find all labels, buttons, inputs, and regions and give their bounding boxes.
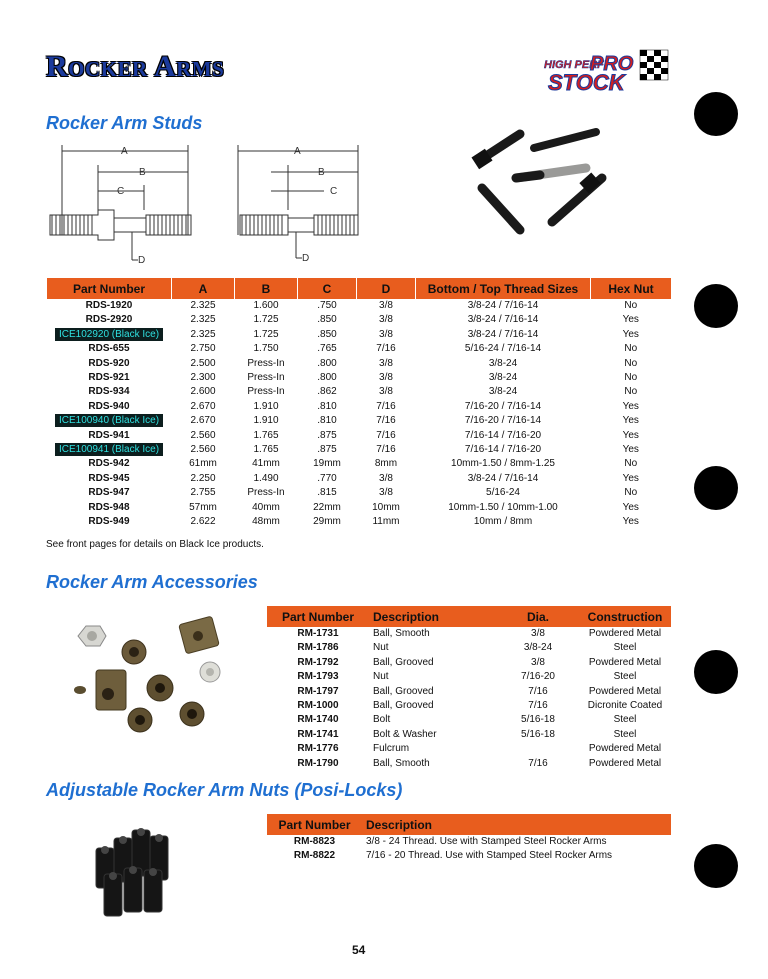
table-cell: .800 [317,357,337,369]
table-cell: 3/8 [379,357,393,369]
table-cell: 3/8 [379,372,393,384]
table-row [47,299,672,313]
stud-dimension-diagram [236,140,361,270]
col-header: Construction [579,606,671,627]
table-cell: 41mm [252,458,280,470]
table-row [47,357,672,371]
table-row [267,757,671,771]
table-cell: 7/16 [528,700,548,712]
table-cell: Nut [373,642,389,654]
part-number-cell: RM-1741 [297,728,339,740]
table-cell: 10mm-1.50 / 8mm-1.25 [451,458,555,470]
table-row [47,400,672,414]
table-cell: Steel [613,671,637,683]
col-header: Description [369,606,497,627]
dim-label-a: A [121,146,128,157]
table-cell: 2.560 [190,444,216,456]
table-cell: 3/8 [379,314,393,326]
table-row [267,713,671,727]
table-row [47,515,672,529]
table-cell: 2.670 [190,400,216,412]
table-cell: 3/8 [379,386,393,398]
posi-lock-nuts-photo [86,818,182,922]
svg-text:PRO: PRO [590,53,634,75]
table-row [47,371,672,385]
table-cell: Steel [613,642,637,654]
table-row [267,656,671,670]
table-row [267,835,671,849]
table-cell: 7/16 [376,415,396,427]
col-header: Dia. [497,606,579,627]
brand-logo [540,46,670,96]
table-row [47,313,672,327]
table-cell: Nut [373,671,389,683]
table-cell: Steel [613,728,637,740]
table-cell: 22mm [313,501,341,513]
table-cell: 2.755 [190,487,216,499]
binder-hole [694,650,738,694]
part-number-cell: RDS-942 [88,458,130,470]
table-cell: 3/8-24 / 7/16-14 [467,328,539,340]
table-cell: Press-In [247,386,285,398]
table-cell: 57mm [189,501,217,513]
table-cell: .750 [317,300,337,311]
table-cell: 3/8-24 [488,357,518,369]
table-cell: Yes [622,516,639,528]
part-number-cell [47,414,172,428]
rocker-accessories-table [267,606,671,771]
col-header: Bottom / Top Thread Sizes [416,278,591,299]
table-cell: Bolt & Washer [373,728,437,740]
table-cell: 1.765 [253,444,279,456]
table-cell: 2.600 [190,386,216,398]
table-cell: No [624,357,638,369]
table-cell: 48mm [252,516,280,528]
rocker-accessories-photo [72,612,242,737]
table-cell: No [624,487,638,499]
dim-label-d: D [302,253,310,264]
dim-label-c: C [117,186,125,197]
table-cell: .850 [317,328,337,340]
col-header: D [357,278,416,299]
table-cell: .810 [317,400,337,412]
part-number-cell: RM-1776 [297,743,339,755]
table-cell: 1.910 [253,415,279,427]
black-ice-part-badge: ICE100940 (Black Ice) [55,414,163,427]
table-row [267,699,671,713]
table-cell: Dicronite Coated [587,700,663,712]
part-number-cell [47,443,172,457]
table-cell: 2.670 [190,415,216,427]
page-title: Rocker Arms [46,50,225,83]
table-row [47,328,672,342]
table-cell: No [624,343,638,355]
part-number-cell: RM-8822 [293,850,336,862]
table-cell: Yes [622,429,639,441]
table-row [267,728,671,742]
table-cell: 3/8-24 / 7/16-14 [467,472,539,484]
table-row [47,414,672,428]
part-number-cell: RM-1797 [297,685,339,697]
col-header: Description [362,814,671,835]
stud-dimension-diagram [46,140,196,270]
table-cell [497,742,579,756]
table-cell: Ball, Grooved [373,700,434,712]
table-cell: .770 [317,472,337,484]
table-cell: 7/16 [376,343,396,355]
part-number-cell: RM-1786 [297,642,339,654]
table-cell: 2.325 [190,314,216,326]
table-cell: Steel [613,714,637,726]
col-header: A [172,278,235,299]
section-heading-accessories: Rocker Arm Accessories [46,572,258,592]
table-cell: 3/8-24 / 7/16-14 [467,314,539,326]
table-cell: 1.765 [253,429,279,441]
table-cell: .765 [317,343,337,355]
table-cell: 40mm [252,501,280,513]
table-cell: 7/16 [528,685,548,697]
table-cell: Yes [622,328,639,340]
section-heading-studs: Rocker Arm Studs [46,113,203,133]
page-number: 54 [352,943,366,957]
part-number-cell [47,328,172,342]
table-cell: 7/16 [376,444,396,456]
dim-label-b: B [139,167,146,178]
black-ice-note: See front pages for details on Black Ice products. [46,539,264,550]
rocker-stud-photo [468,126,613,241]
col-header: Hex Nut [591,278,672,299]
table-cell: 10mm / 8mm [473,516,533,528]
table-cell: 3/8 - 24 Thread. Use with Stamped Steel Rocker Arms [366,836,607,847]
section-heading-posilocks: Adjustable Rocker Arm Nuts (Posi-Locks) [46,780,403,800]
table-cell: 7/16 [376,429,396,441]
svg-text:STOCK: STOCK [548,70,625,95]
table-cell: 1.600 [253,300,279,311]
part-number-cell: RDS-945 [88,472,130,484]
part-number-cell: RM-1000 [297,700,339,712]
table-cell: 3/8-24 [488,372,518,384]
table-row [267,670,671,684]
table-cell: Powdered Metal [588,757,662,769]
table-cell: .800 [317,372,337,384]
part-number-cell: RDS-1920 [85,300,133,311]
black-ice-part-badge: ICE100941 (Black Ice) [55,443,163,456]
binder-hole [694,92,738,136]
part-number-cell: RDS-941 [88,429,130,441]
part-number-cell: RM-1740 [297,714,339,726]
table-cell: 11mm [372,516,400,528]
table-cell: Powdered Metal [588,656,662,668]
part-number-cell: RDS-947 [88,487,130,499]
table-cell: 10mm [372,501,400,513]
table-row [267,641,671,655]
table-row [47,486,672,500]
svg-text:HIGH PERF: HIGH PERF [544,59,604,71]
table-cell: 29mm [313,516,341,528]
table-cell: 1.725 [253,314,279,326]
table-cell: 7/16 - 20 Thread. Use with Stamped Steel Rocker Arms [366,850,613,862]
table-cell: 8mm [374,458,398,470]
table-cell: 3/8 [379,328,393,340]
table-cell: 7/16-20 [521,671,555,683]
table-cell: No [624,386,638,398]
table-cell: .875 [317,444,337,456]
part-number-cell: RDS-920 [88,357,130,369]
col-header: Part Number [267,606,369,627]
table-cell: 2.622 [190,516,216,528]
table-cell: 7/16 [376,400,396,412]
table-cell: No [624,300,638,311]
part-number-cell: RDS-940 [88,400,130,412]
table-cell: 7/16-14 / 7/16-20 [464,444,542,456]
table-cell: 3/8-24 [523,642,553,654]
table-row [47,457,672,471]
table-cell: 19mm [313,458,341,470]
table-cell: 3/8 [531,628,545,639]
table-cell: 61mm [189,458,217,470]
table-cell: .815 [317,487,337,499]
part-number-cell: RM-1790 [297,757,339,769]
table-cell: Yes [622,400,639,412]
table-cell: Powdered Metal [588,743,662,755]
table-cell: Ball, Grooved [373,656,434,668]
binder-hole [694,844,738,888]
part-number-cell: RDS-934 [88,386,130,398]
table-cell: Yes [622,415,639,427]
table-cell: 2.750 [190,343,216,355]
col-header: Part Number [267,814,362,835]
col-header: C [298,278,357,299]
table-cell: 2.500 [190,357,216,369]
table-cell: 2.300 [190,372,216,384]
part-number-cell: RM-1792 [297,656,339,668]
table-cell: 1.725 [253,328,279,340]
part-number-cell: RDS-921 [88,372,130,384]
table-cell: 7/16-20 / 7/16-14 [464,400,542,412]
dim-label-b: B [318,167,325,178]
table-row [267,742,671,756]
table-cell: 2.560 [190,429,216,441]
table-row [47,501,672,515]
part-number-cell: RDS-949 [88,516,130,528]
table-cell: 5/16-24 / 7/16-14 [464,343,542,355]
table-cell: Yes [622,501,639,513]
table-cell: No [624,372,638,384]
table-cell: Press-In [247,357,285,369]
table-cell: .810 [317,415,337,427]
table-row [267,849,671,863]
table-cell: 2.325 [190,328,216,340]
table-cell: 5/16-18 [521,728,555,740]
table-cell: Powdered Metal [588,685,662,697]
table-cell: Fulcrum [373,743,410,755]
table-cell: 7/16-20 / 7/16-14 [464,415,542,427]
table-row [47,443,672,457]
table-cell: 3/8-24 / 7/16-14 [467,300,539,311]
table-cell: 3/8 [379,472,393,484]
table-cell: 3/8-24 [488,386,518,398]
table-cell: 5/16-18 [521,714,555,726]
table-cell: Powdered Metal [588,628,662,639]
part-number-cell: RM-8823 [293,836,336,847]
part-number-cell: RM-1793 [297,671,339,683]
table-cell: 1.910 [253,400,279,412]
binder-hole [694,466,738,510]
dim-label-a: A [294,146,301,157]
posi-lock-table [267,814,671,864]
table-cell: 7/16-14 / 7/16-20 [464,429,542,441]
table-cell: 1.750 [253,343,279,355]
table-cell: Ball, Grooved [373,685,434,697]
table-cell: Ball, Smooth [373,757,430,769]
black-ice-part-badge: ICE102920 (Black Ice) [55,328,163,341]
table-cell: 2.325 [190,300,216,311]
part-number-cell: RM-1731 [297,628,339,639]
table-row [47,472,672,486]
table-row [267,685,671,699]
table-cell: 1.490 [253,472,279,484]
table-cell: Yes [622,472,639,484]
table-cell: 5/16-24 [486,487,520,499]
part-number-cell: RDS-655 [88,343,130,355]
part-number-cell: RDS-2920 [85,314,133,326]
rocker-stud-table [46,278,671,530]
dim-label-c: C [330,186,338,197]
table-cell: 10mm-1.50 / 10mm-1.00 [448,501,558,513]
table-cell: Ball, Smooth [373,628,430,639]
table-cell: 3/8 [379,487,393,499]
col-header: B [235,278,298,299]
table-cell: Yes [622,444,639,456]
table-cell: .850 [317,314,337,326]
table-cell: .875 [317,429,337,441]
dim-label-d: D [138,255,146,266]
table-row [267,627,671,641]
table-cell: 2.250 [190,472,216,484]
table-cell: 7/16 [528,757,548,769]
table-row [47,342,672,356]
table-cell: Press-In [247,372,285,384]
table-row [47,429,672,443]
col-header: Part Number [47,278,172,299]
table-cell: No [624,458,638,470]
table-cell: Press-In [247,487,285,499]
table-row [47,385,672,399]
part-number-cell: RDS-948 [88,501,130,513]
table-cell: Bolt [373,714,391,726]
table-cell: 3/8 [379,300,393,311]
table-cell: Yes [622,314,639,326]
table-cell: 3/8 [531,656,545,668]
table-cell: .862 [317,386,337,398]
binder-hole [694,284,738,328]
